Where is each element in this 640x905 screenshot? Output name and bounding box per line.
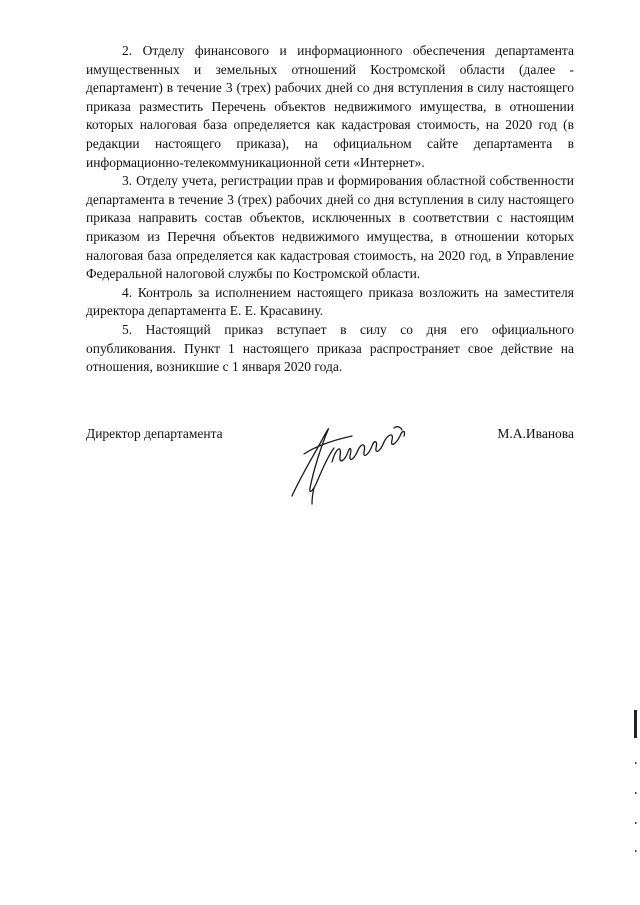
signatory-name: М.А.Иванова (497, 426, 574, 441)
handwritten-signature (282, 418, 422, 508)
paragraph-5: 5. Настоящий приказ вступает в силу со дня его официального опубликования. Пункт 1 настоящего приказа распространяет свое действие на отношения, возникшие с 1 января 2020 года. (86, 321, 574, 375)
signature-block (86, 418, 574, 508)
paragraph-4: 4. Контроль за исполнением настоящего приказа возложить на заместителя директора департамента Е. Е. Красавину. (86, 284, 574, 319)
scan-edge-marks (628, 700, 640, 900)
paragraph-3: 3. Отделу учета, регистрации прав и формирования областной собственности департамента в течение 3 (трех) рабочих дней со дня вступления в силу настоящего приказа направить состав объектов, исключенных в соответствии с настоящим приказом из Перечня объектов недвижимого имущества, в отношении которых налоговая база определяется как кадастровая стоимость, на 2020 год, в Управление Федеральной налоговой службы по Костромской области. (86, 173, 574, 282)
signatory-title: Директор департамента (86, 426, 223, 441)
document-body (86, 42, 574, 377)
paragraph-2: 2. Отделу финансового и информационного обеспечения департамента имущественных и земельных отношений Костромской области (далее - департамент) в течение 3 (трех) рабочих дней со дня вступления в силу настоящего приказа разместить Перечень объектов недвижимого имущества, в отношении которых налоговая база определяется как кадастровая стоимость, на 2020 год (в редакции настоящего приказа), на официальном сайте департамента в информационно-телекоммуникационной сети «Интернет». (86, 43, 574, 170)
